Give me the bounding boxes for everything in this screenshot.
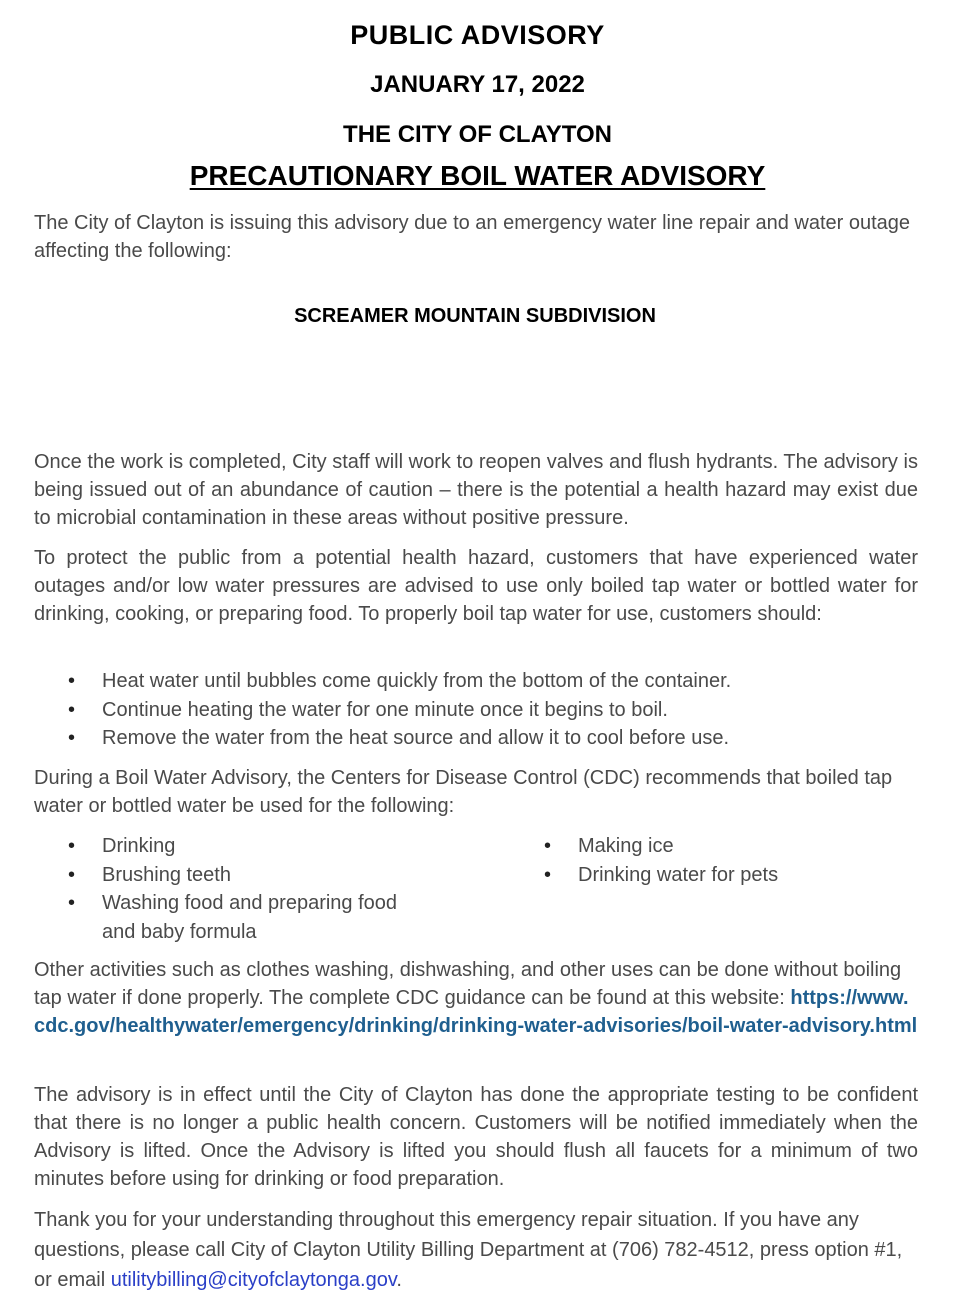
cdc-guidance-link[interactable]: https://www.cdc.gov/healthywater/emergency/drinking/drinking-water-advisories/boil-water-advisory.html: [34, 987, 918, 1037]
city-name: THE CITY OF CLAYTON: [343, 121, 612, 148]
list-item: • Heat water until bubbles come quickly from the bottom of the container.: [34, 667, 914, 696]
uses-list-right: [578, 832, 918, 889]
protect-paragraph: To protect the public from a potential health hazard, customers that have experienced water outages and/or low water pressures are advised to use only boiled tap water or bottled water for drinking, cooking, or preparing food. To properly boil tap water for use, customers should:: [34, 547, 918, 625]
list-item: • Remove the water from the heat source and allow it to cool before use.: [34, 724, 914, 753]
intro-paragraph: The City of Clayton is issuing this advisory due to an emergency water line repair and water outage affecting the following:: [34, 212, 911, 262]
other-activities-paragraph: [34, 956, 918, 1040]
effect-paragraph: The advisory is in effect until the City of Clayton has done the appropriate testing to be confident that there is no longer a public health concern. Customers will be notified immediately when the Advisory is lifted. Once the Advisory is lifted you should flush all faucets for a minimum of two minutes before using for drinking or food preparation.: [34, 1084, 918, 1190]
page-title: PUBLIC ADVISORY: [350, 20, 605, 50]
list-item: • Continue heating the water for one minute once it begins to boil.: [34, 696, 914, 725]
thanks-end: .: [396, 1269, 402, 1291]
boil-steps-list: [34, 667, 914, 753]
advisory-date: JANUARY 17, 2022: [370, 71, 585, 98]
list-item: • Drinking water for pets: [578, 861, 918, 890]
list-item: • Making ice: [578, 832, 918, 861]
cdc-paragraph: During a Boil Water Advisory, the Centers for Disease Control (CDC) recommends that boiled tap water or bottled water be used for the following:: [34, 767, 893, 817]
other-activities-text: Other activities such as clothes washing, dishwashing, and other uses can be done without boiling tap water if done properly. The complete CDC guidance can be found at this website:: [34, 959, 902, 1009]
uses-list-left: [34, 832, 434, 946]
thanks-text: Thank you for your understanding throughout this emergency repair situation. If you have any questions, please call City of Clayton Utility Billing Department at (706) 782-4512, press option #1, or email: [34, 1209, 903, 1291]
list-item: • Washing food and preparing food and baby formula: [34, 889, 434, 946]
email-link[interactable]: utilitybilling@cityofclaytonga.gov: [110, 1269, 397, 1291]
list-item: • Drinking: [34, 832, 434, 861]
thanks-paragraph: [34, 1205, 918, 1295]
list-item: • Brushing teeth: [34, 861, 434, 890]
advisory-title: PRECAUTIONARY BOIL WATER ADVISORY: [189, 160, 766, 191]
work-paragraph: Once the work is completed, City staff will work to reopen valves and flush hydrants. The advisory is being issued out of an abundance of caution – there is the potential a health hazard may exist due to microbial contamination in these areas without positive pressure.: [34, 451, 918, 529]
affected-area: SCREAMER MOUNTAIN SUBDIVISION: [294, 305, 656, 327]
